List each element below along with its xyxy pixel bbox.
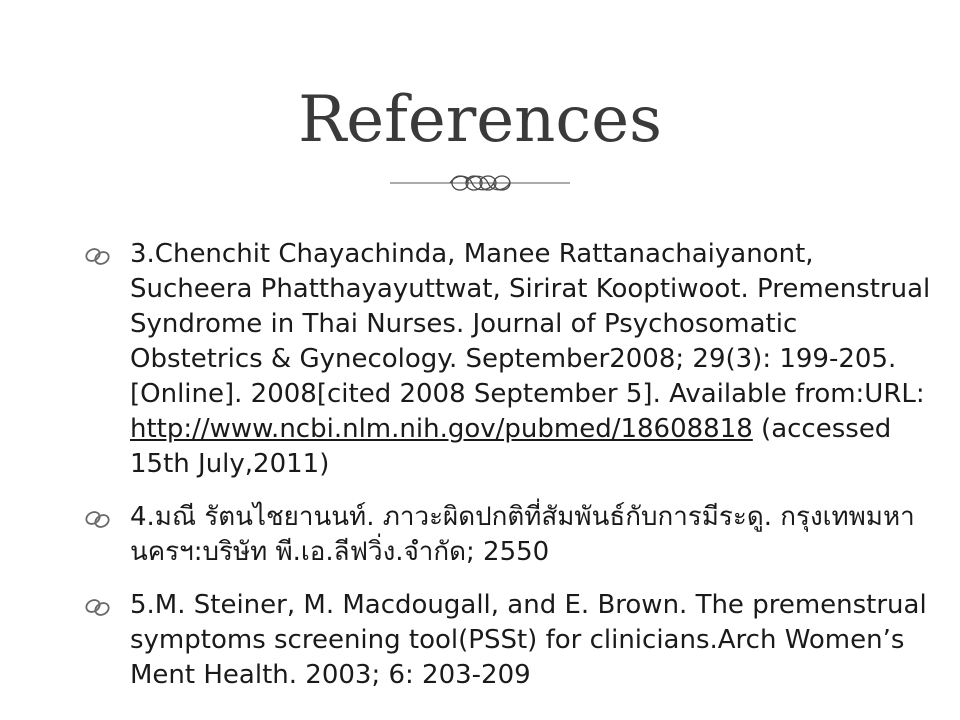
reference-text: 3.Chenchit Chayachinda, Manee Rattanachaiyanont, Sucheera Phatthayayuttwat, Sirirat Kooptiwoot. Premenstrual Syndrome in Thai Nurses. Journal of Psychosomatic Obstetrics & Gynecology. September2008; 29(3): 199-205.[Online]. 2008[cited 2008 September 5]. Available from:URL: [130, 239, 931, 409]
linked-rings-icon [84, 509, 112, 529]
reference-item [84, 588, 934, 693]
slide-title: References [298, 82, 662, 157]
reference-item [84, 237, 934, 482]
ornament-divider-icon [390, 168, 570, 198]
linked-rings-icon [84, 246, 112, 266]
reference-item [84, 500, 934, 570]
linked-rings-icon [84, 597, 112, 617]
reference-link[interactable]: http://www.ncbi.nlm.nih.gov/pubmed/18608818 [130, 414, 753, 444]
reference-text: 4.มณี รัตนไชยานนท์. ภาวะผิดปกติที่สัมพันธ์กับการมีระดู. กรุงเทพมหานครฯ:บริษัท พี.เอ.ลีฟวิ่ง.จำกัด; 2550 [130, 502, 915, 567]
reference-list [84, 237, 934, 711]
reference-text: 5.M. Steiner, M. Macdougall, and E. Brown. The premenstrual symptoms screening tool(PSSt) for clinicians.Arch Women’s Ment Health. 2003; 6: 203-209 [130, 590, 927, 690]
reference-text-suffix: (accessed 15th July,2011) [130, 414, 892, 479]
